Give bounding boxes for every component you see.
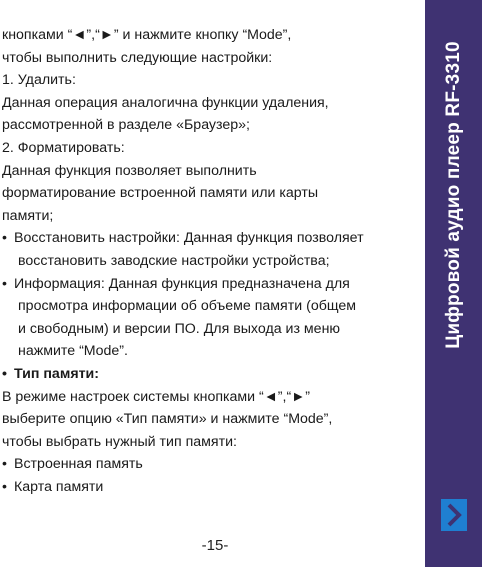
bullet-icon: • bbox=[2, 365, 7, 382]
page-body bbox=[0, 24, 418, 498]
text-line: Данная функция позволяет выполнить bbox=[2, 162, 257, 179]
text-line: рассмотренной в разделе «Браузер»; bbox=[2, 117, 250, 134]
list-item-text: Карта памяти bbox=[14, 478, 104, 495]
text-line: чтобы выбрать нужный тип памяти: bbox=[2, 433, 237, 450]
text-line: форматирование встроенной памяти или карты bbox=[2, 185, 319, 202]
bullet-icon: • bbox=[2, 230, 7, 247]
list-item bbox=[0, 273, 418, 296]
bullet-icon: • bbox=[2, 478, 7, 495]
text-line: 1. Удалить: bbox=[2, 72, 76, 89]
text-line: чтобы выполнить следующие настройки: bbox=[2, 49, 273, 66]
text-line: нажмите “Mode”. bbox=[18, 343, 128, 360]
text-line: 2. Форматировать: bbox=[2, 139, 125, 156]
text-line: кнопками “◄”,“►” и нажмите кнопку “Mode”, bbox=[2, 27, 292, 43]
list-item-text: Встроенная память bbox=[14, 456, 143, 473]
text-line: восстановить заводские настройки устройства; bbox=[18, 252, 330, 269]
text-line: просмотра информации об объеме памяти (общем bbox=[18, 298, 357, 315]
section-heading-text: Тип памяти: bbox=[14, 365, 99, 382]
text-line: памяти; bbox=[2, 207, 54, 224]
bullet-icon: • bbox=[2, 275, 7, 292]
next-page-button[interactable] bbox=[441, 499, 467, 531]
bullet-icon: • bbox=[2, 456, 7, 473]
chevron-right-icon bbox=[445, 502, 463, 528]
text-line: и свободным) и версии ПО. Для выхода из меню bbox=[18, 320, 341, 337]
text-line: выберите опцию «Тип памяти» и нажмите “Mode”, bbox=[2, 411, 333, 428]
list-item-text: Восстановить настройки: Данная функция позволяет bbox=[14, 230, 364, 247]
list-item bbox=[0, 453, 418, 476]
text-line: В режиме настроек системы кнопками “◄”,“►” bbox=[2, 388, 310, 405]
text-line: Данная операция аналогична функции удаления, bbox=[2, 94, 329, 111]
section-heading bbox=[0, 363, 418, 386]
page-number: -15- bbox=[201, 537, 229, 554]
side-banner-title-wrap bbox=[425, 0, 482, 390]
side-banner-title: Цифровой аудио плеер RF-3310 bbox=[442, 41, 464, 349]
list-item bbox=[0, 227, 418, 250]
list-item bbox=[0, 476, 418, 499]
list-item-text: Информация: Данная функция предназначена для bbox=[14, 275, 350, 292]
side-banner bbox=[425, 0, 482, 567]
